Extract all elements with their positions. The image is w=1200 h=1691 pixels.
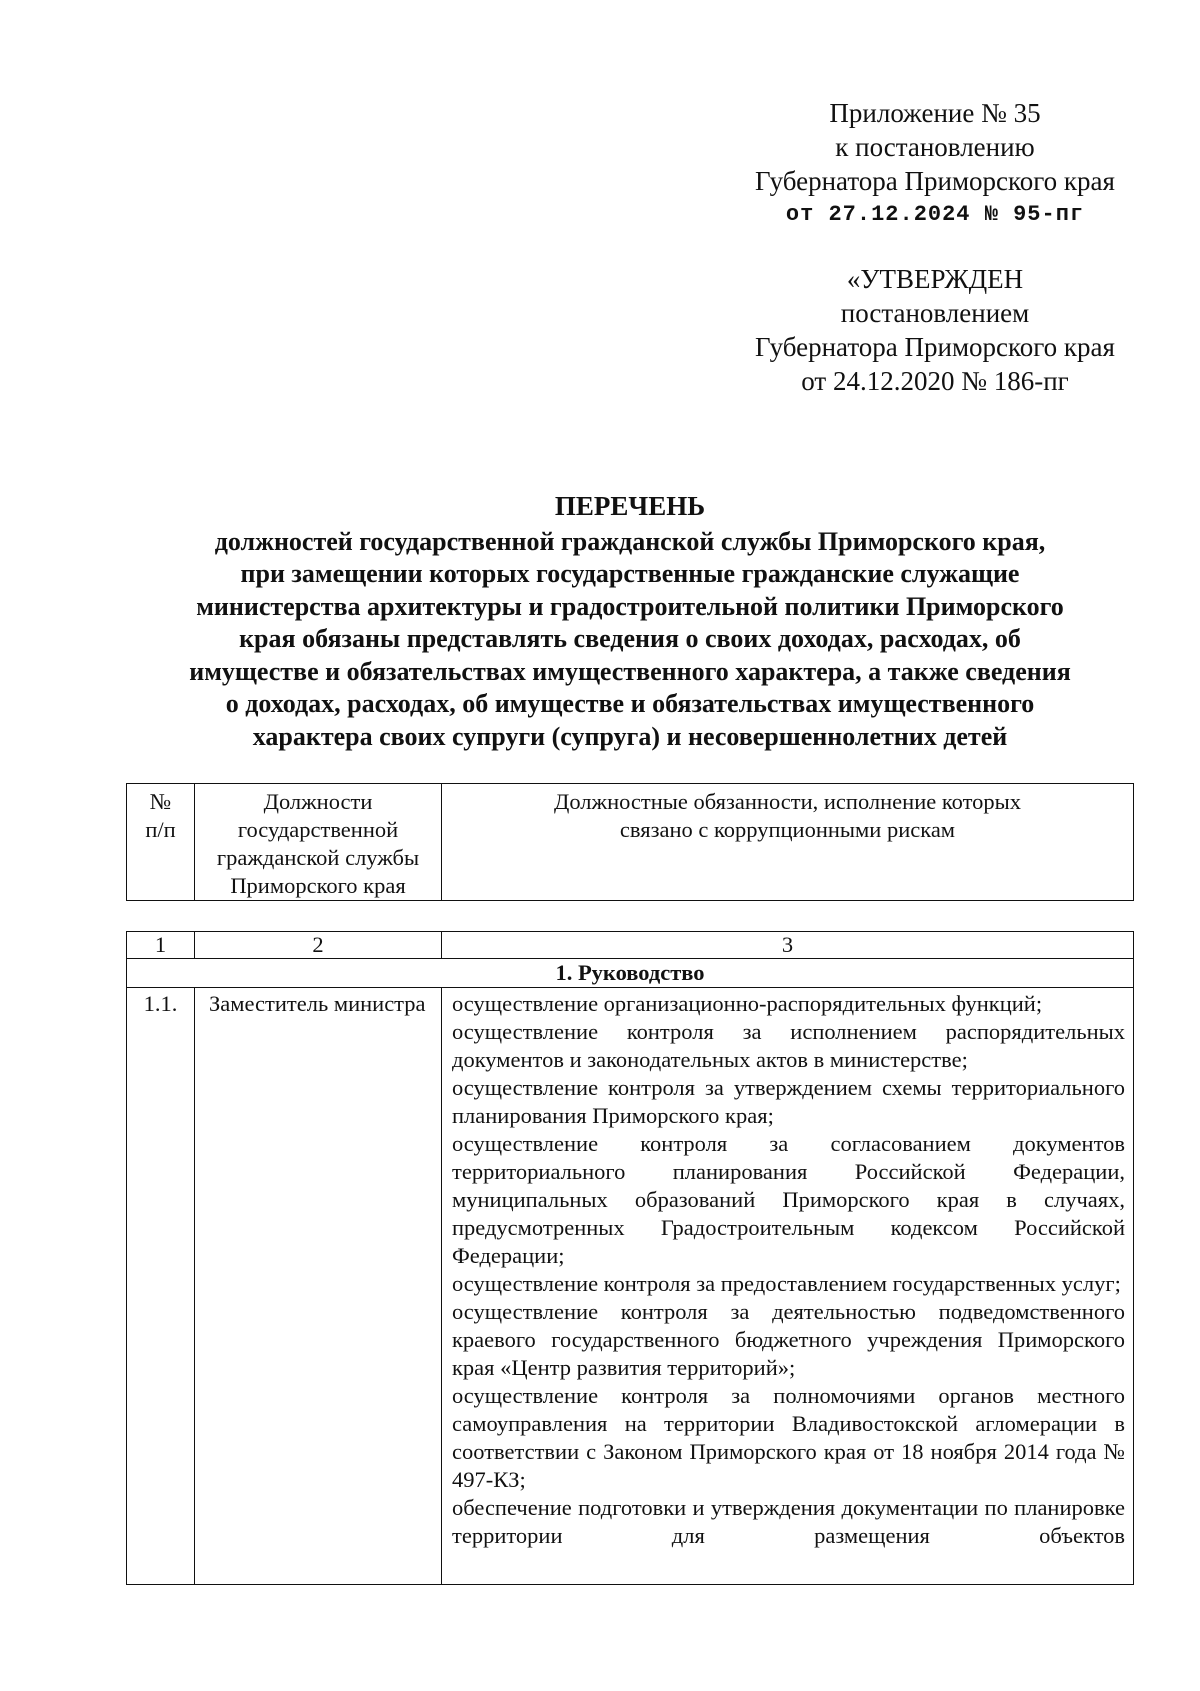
duty-item: осуществление контроля за исполнением распорядительных документов и законодательных актов в министерстве; bbox=[452, 1019, 1125, 1072]
duty-item: осуществление контроля за деятельностью подведомственного краевого государственного бюджетного учреждения Приморского края «Центр развития территорий»; bbox=[452, 1299, 1125, 1380]
approval-issuer: Губернатора Приморского края bbox=[755, 332, 1115, 362]
row-duties bbox=[442, 988, 1134, 1585]
header-num: № п/п bbox=[127, 784, 195, 901]
title-line: при замещении которых государственные гражданские служащие bbox=[240, 559, 1020, 588]
approval-heading: «УТВЕРЖДЕН bbox=[846, 264, 1024, 294]
title-line: министерства архитектуры и градостроительной политики Приморского bbox=[196, 591, 1064, 621]
column-number: 3 bbox=[442, 932, 1134, 959]
document-title bbox=[120, 490, 1140, 753]
row-position: Заместитель министра bbox=[195, 988, 442, 1585]
duty-item: осуществление контроля за полномочиями органов местного самоуправления на территории Владивостокской агломерации в соответствии с Законом Приморского края от 18 ноября 2014 года № 497-КЗ; bbox=[452, 1383, 1125, 1492]
duty-item: осуществление контроля за утверждением схемы территориального планирования Приморского края; bbox=[452, 1075, 1125, 1128]
title-line: должностей государственной гражданской службы Приморского края, bbox=[214, 526, 1046, 556]
header-position: Должности государственной гражданской службы Приморского края bbox=[195, 784, 442, 901]
title-line: характера своих супруги (супруга) и несовершеннолетних детей bbox=[252, 721, 1008, 751]
title-line: имуществе и обязательствах имущественного характера, а также сведения bbox=[189, 656, 1071, 686]
row-number: 1.1. bbox=[127, 988, 195, 1585]
table-body bbox=[126, 931, 1134, 1585]
section-title: 1. Руководство bbox=[127, 959, 1134, 988]
section-row bbox=[127, 959, 1134, 988]
annex-issuer: Губернатора Приморского края bbox=[755, 166, 1115, 196]
duty-item: осуществление контроля за предоставлением государственных услуг; bbox=[452, 1271, 1121, 1296]
duty-item: осуществление организационно-распорядительных функций; bbox=[452, 991, 1043, 1016]
column-number: 2 bbox=[195, 932, 442, 959]
title-line: о доходах, расходах, об имуществе и обязательствах имущественного bbox=[225, 689, 1035, 718]
approval-block bbox=[735, 262, 1135, 398]
table-header bbox=[126, 783, 1134, 901]
annex-registration-stamp: от 27.12.2024 № 95-пг bbox=[785, 202, 1085, 227]
annex-number: Приложение № 35 bbox=[829, 98, 1041, 128]
table-row bbox=[127, 988, 1134, 1585]
annex-ref: к постановлению bbox=[835, 132, 1035, 162]
title-main: ПЕРЕЧЕНЬ bbox=[554, 491, 706, 521]
column-numbers-row bbox=[127, 932, 1134, 959]
duty-item: обеспечение подготовки и утверждения документации по планировке территории для размещения объектов bbox=[452, 1495, 1125, 1548]
duty-item: осуществление контроля за согласованием документов территориального планирования Российской Федерации, муниципальных образований Приморского края в случаях, предусмотренных Градостроительным кодексом Российской Федерации; bbox=[452, 1131, 1125, 1268]
approval-date: от 24.12.2020 № 186-пг bbox=[801, 366, 1069, 396]
annex-block bbox=[735, 96, 1135, 232]
approval-ref: постановлением bbox=[840, 298, 1030, 328]
header-duties: Должностные обязанности, исполнение которых связано с коррупционными рискам bbox=[442, 784, 1134, 901]
title-line: края обязаны представлять сведения о своих доходах, расходах, об bbox=[239, 624, 1021, 653]
column-number: 1 bbox=[127, 932, 195, 959]
